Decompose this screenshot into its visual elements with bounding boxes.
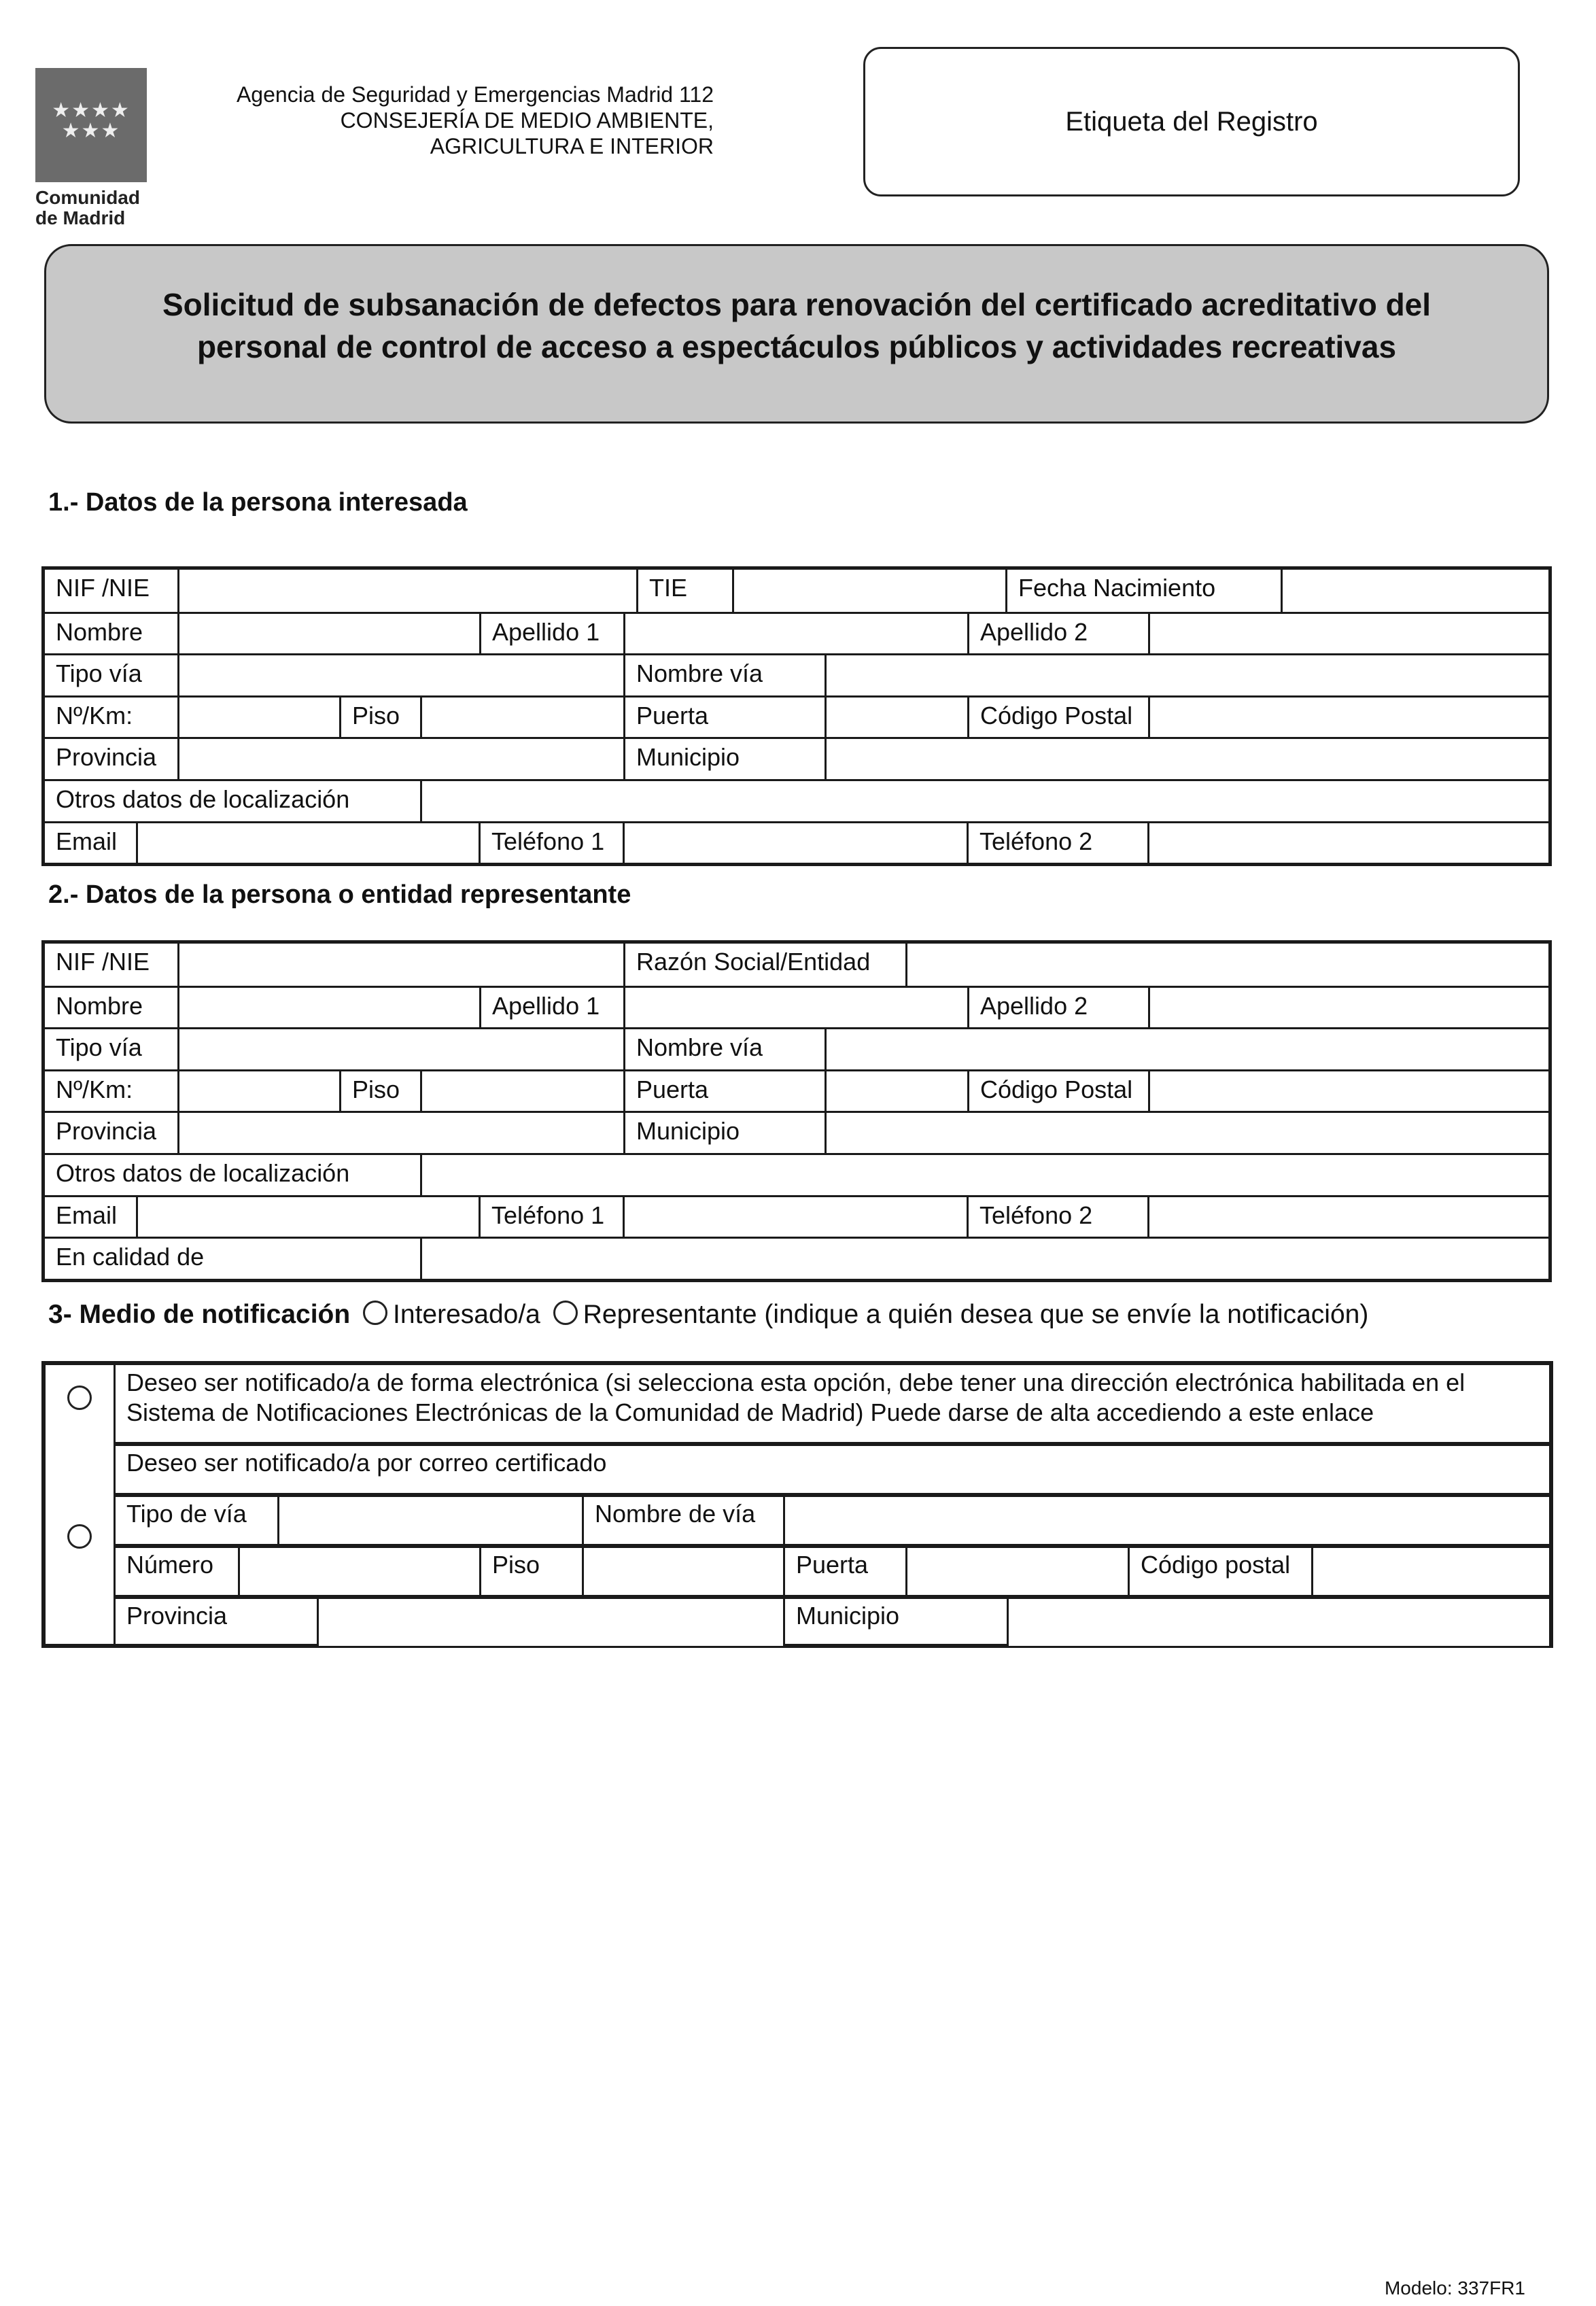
field-input[interactable]	[177, 655, 623, 695]
table-row	[45, 570, 1548, 612]
option-representante-label: Representante (indique a quién desea que se envíe la notificación)	[583, 1300, 1369, 1329]
field-label: Teléfono 1	[479, 1197, 623, 1237]
field-label: Piso	[339, 1071, 420, 1112]
table-row	[45, 1111, 1548, 1153]
stars-icon: ★★★★ ★★★	[52, 99, 131, 142]
option-interesado-label: Interesado/a	[393, 1300, 540, 1329]
field-input[interactable]	[825, 739, 1548, 779]
field-label: Email	[56, 1201, 118, 1229]
field-input[interactable]	[420, 1155, 1548, 1195]
field-label: NIF /NIE	[56, 948, 150, 976]
field-input[interactable]	[825, 698, 967, 738]
form-title	[44, 244, 1549, 424]
field-label: Teléfono 2	[967, 1197, 1147, 1237]
field-label: Otros datos de localización	[56, 785, 350, 813]
notification-options	[116, 1365, 1549, 1644]
field-input[interactable]	[825, 1113, 1548, 1153]
field-input[interactable]	[420, 1071, 623, 1112]
postal-address-row	[116, 1493, 1549, 1544]
table-row	[45, 986, 1548, 1028]
table-row	[45, 1237, 1548, 1279]
field-label: Nombre vía	[623, 655, 825, 695]
field-label: Puerta	[783, 1548, 905, 1595]
field-input[interactable]	[136, 823, 479, 863]
field-input[interactable]	[420, 1239, 1548, 1279]
table-row	[45, 821, 1548, 863]
field-label: Puerta	[623, 1071, 825, 1112]
representative-table	[41, 940, 1552, 1282]
table-row	[45, 653, 1548, 695]
postal-address-row	[116, 1595, 1549, 1646]
field-label: Nº/Km:	[56, 1075, 133, 1103]
field-input[interactable]	[905, 1548, 1128, 1595]
field-label: Tipo vía	[56, 1033, 142, 1062]
field-input[interactable]	[825, 1029, 1548, 1069]
field-label: En calidad de	[56, 1243, 205, 1271]
field-input[interactable]	[623, 614, 967, 654]
table-row	[45, 1195, 1548, 1237]
field-input[interactable]	[177, 988, 479, 1028]
field-label: Nº/Km:	[56, 701, 133, 729]
agency-header	[237, 82, 714, 159]
field-label: Nombre	[56, 991, 143, 1020]
field-input[interactable]	[623, 823, 967, 863]
radio-column	[46, 1365, 116, 1644]
registry-label: Etiqueta del Registro	[1065, 106, 1318, 137]
field-input[interactable]	[177, 944, 623, 986]
field-input[interactable]	[1147, 823, 1548, 863]
field-label: Apellido 2	[967, 614, 1148, 654]
field-label: Código postal	[1128, 1548, 1311, 1595]
field-label: Nombre de vía	[582, 1497, 783, 1544]
field-label: Municipio	[623, 1113, 825, 1153]
logo-line: de Madrid	[35, 207, 126, 228]
electronic-notification-text: Deseo ser notificado/a de forma electrónica (si selecciona esta opción, debe tener una dirección electrónica habilitada en el Sistema de Notificaciones Electrónicas de la Comunidad de Madrid) Puede darse de alta accediendo a este enlace	[126, 1369, 1465, 1426]
field-label: Apellido 1	[479, 988, 623, 1028]
field-input[interactable]	[732, 570, 1005, 612]
field-label: Piso	[339, 698, 420, 738]
field-label: Tipo vía	[56, 659, 142, 688]
field-input[interactable]	[783, 1497, 1549, 1544]
field-label: Código Postal	[967, 698, 1148, 738]
model-number: Modelo: 337FR1	[1384, 2277, 1525, 2299]
field-label: Otros datos de localización	[56, 1158, 350, 1187]
field-input[interactable]	[825, 655, 1548, 695]
field-label: Teléfono 1	[479, 823, 623, 863]
section3-title: 3- Medio de notificación	[48, 1300, 351, 1329]
table-row	[45, 779, 1548, 821]
field-input[interactable]	[1148, 698, 1548, 738]
field-input[interactable]	[136, 1197, 479, 1237]
radio-postal[interactable]	[67, 1524, 92, 1549]
section3-heading	[48, 1300, 1368, 1330]
field-label: Teléfono 2	[967, 823, 1147, 863]
interested-person-table	[41, 566, 1552, 866]
radio-electronic[interactable]	[67, 1386, 92, 1410]
field-input[interactable]	[1281, 570, 1548, 612]
field-label: NIF /NIE	[56, 574, 150, 602]
field-label: Piso	[479, 1548, 582, 1595]
postal-notification-text: Deseo ser notificado/a por correo certificado	[126, 1449, 607, 1477]
table-row	[45, 1153, 1548, 1195]
postal-address-row	[116, 1544, 1549, 1595]
registry-label-box	[863, 47, 1520, 196]
field-input[interactable]	[277, 1497, 582, 1544]
field-label: Tipo de vía	[126, 1500, 247, 1528]
table-row	[45, 612, 1548, 654]
field-label: Apellido 2	[967, 988, 1148, 1028]
field-input[interactable]	[905, 944, 1548, 986]
logo-flag	[35, 68, 147, 182]
field-label: Nombre vía	[623, 1029, 825, 1069]
table-row	[45, 1027, 1548, 1069]
field-label: Número	[126, 1551, 214, 1579]
agency-line: AGRICULTURA E INTERIOR	[430, 134, 714, 158]
field-input[interactable]	[317, 1599, 783, 1646]
logo-text	[35, 188, 151, 228]
field-input[interactable]	[177, 1071, 339, 1112]
field-input[interactable]	[623, 988, 967, 1028]
field-input[interactable]	[177, 739, 623, 779]
notification-table	[41, 1361, 1553, 1648]
field-input[interactable]	[1148, 988, 1548, 1028]
field-label: Provincia	[56, 743, 157, 772]
title-line: Solicitud de subsanación de defectos para renovación del certificado acreditativo del	[162, 287, 1432, 322]
table-row	[45, 1069, 1548, 1112]
field-input[interactable]	[582, 1548, 783, 1595]
field-input[interactable]	[177, 1029, 623, 1069]
field-label: Apellido 1	[479, 614, 623, 654]
table-row	[45, 737, 1548, 779]
table-row	[45, 695, 1548, 738]
field-input[interactable]	[1311, 1548, 1549, 1595]
field-label: Nombre	[56, 617, 143, 646]
field-label: Email	[56, 827, 118, 855]
section1-heading: 1.- Datos de la persona interesada	[48, 488, 468, 517]
agency-line: CONSEJERÍA DE MEDIO AMBIENTE,	[340, 108, 714, 133]
postal-notification-row	[116, 1442, 1549, 1493]
radio-interesado[interactable]	[363, 1301, 387, 1325]
field-label: Razón Social/Entidad	[623, 944, 905, 986]
comunidad-de-madrid-logo	[35, 41, 151, 228]
field-label: Fecha Nacimiento	[1005, 570, 1281, 612]
field-input[interactable]	[177, 614, 479, 654]
field-input[interactable]	[177, 1113, 623, 1153]
logo-line: Comunidad	[35, 187, 140, 208]
agency-line: Agencia de Seguridad y Emergencias Madrid 112	[236, 82, 714, 107]
table-row	[45, 944, 1548, 986]
title-line: personal de control de acceso a espectáculos públicos y actividades recreativas	[196, 329, 1397, 364]
field-input[interactable]	[238, 1548, 479, 1595]
field-input[interactable]	[420, 698, 623, 738]
field-input[interactable]	[177, 698, 339, 738]
field-input[interactable]	[825, 1071, 967, 1112]
field-label: Municipio	[783, 1599, 1007, 1646]
section2-heading: 2.- Datos de la persona o entidad representante	[48, 880, 631, 909]
field-input[interactable]	[1148, 1071, 1548, 1112]
field-input[interactable]	[1148, 614, 1548, 654]
field-label: Provincia	[56, 1117, 157, 1146]
field-input[interactable]	[420, 781, 1548, 821]
field-input[interactable]	[177, 570, 636, 612]
field-label: TIE	[636, 570, 732, 612]
field-label: Puerta	[623, 698, 825, 738]
radio-representante[interactable]	[553, 1301, 578, 1325]
field-input[interactable]	[623, 1197, 967, 1237]
field-input[interactable]	[1147, 1197, 1548, 1237]
field-label: Código Postal	[967, 1071, 1148, 1112]
field-input[interactable]	[1007, 1599, 1549, 1646]
field-label: Municipio	[623, 739, 825, 779]
field-label: Provincia	[126, 1602, 228, 1630]
